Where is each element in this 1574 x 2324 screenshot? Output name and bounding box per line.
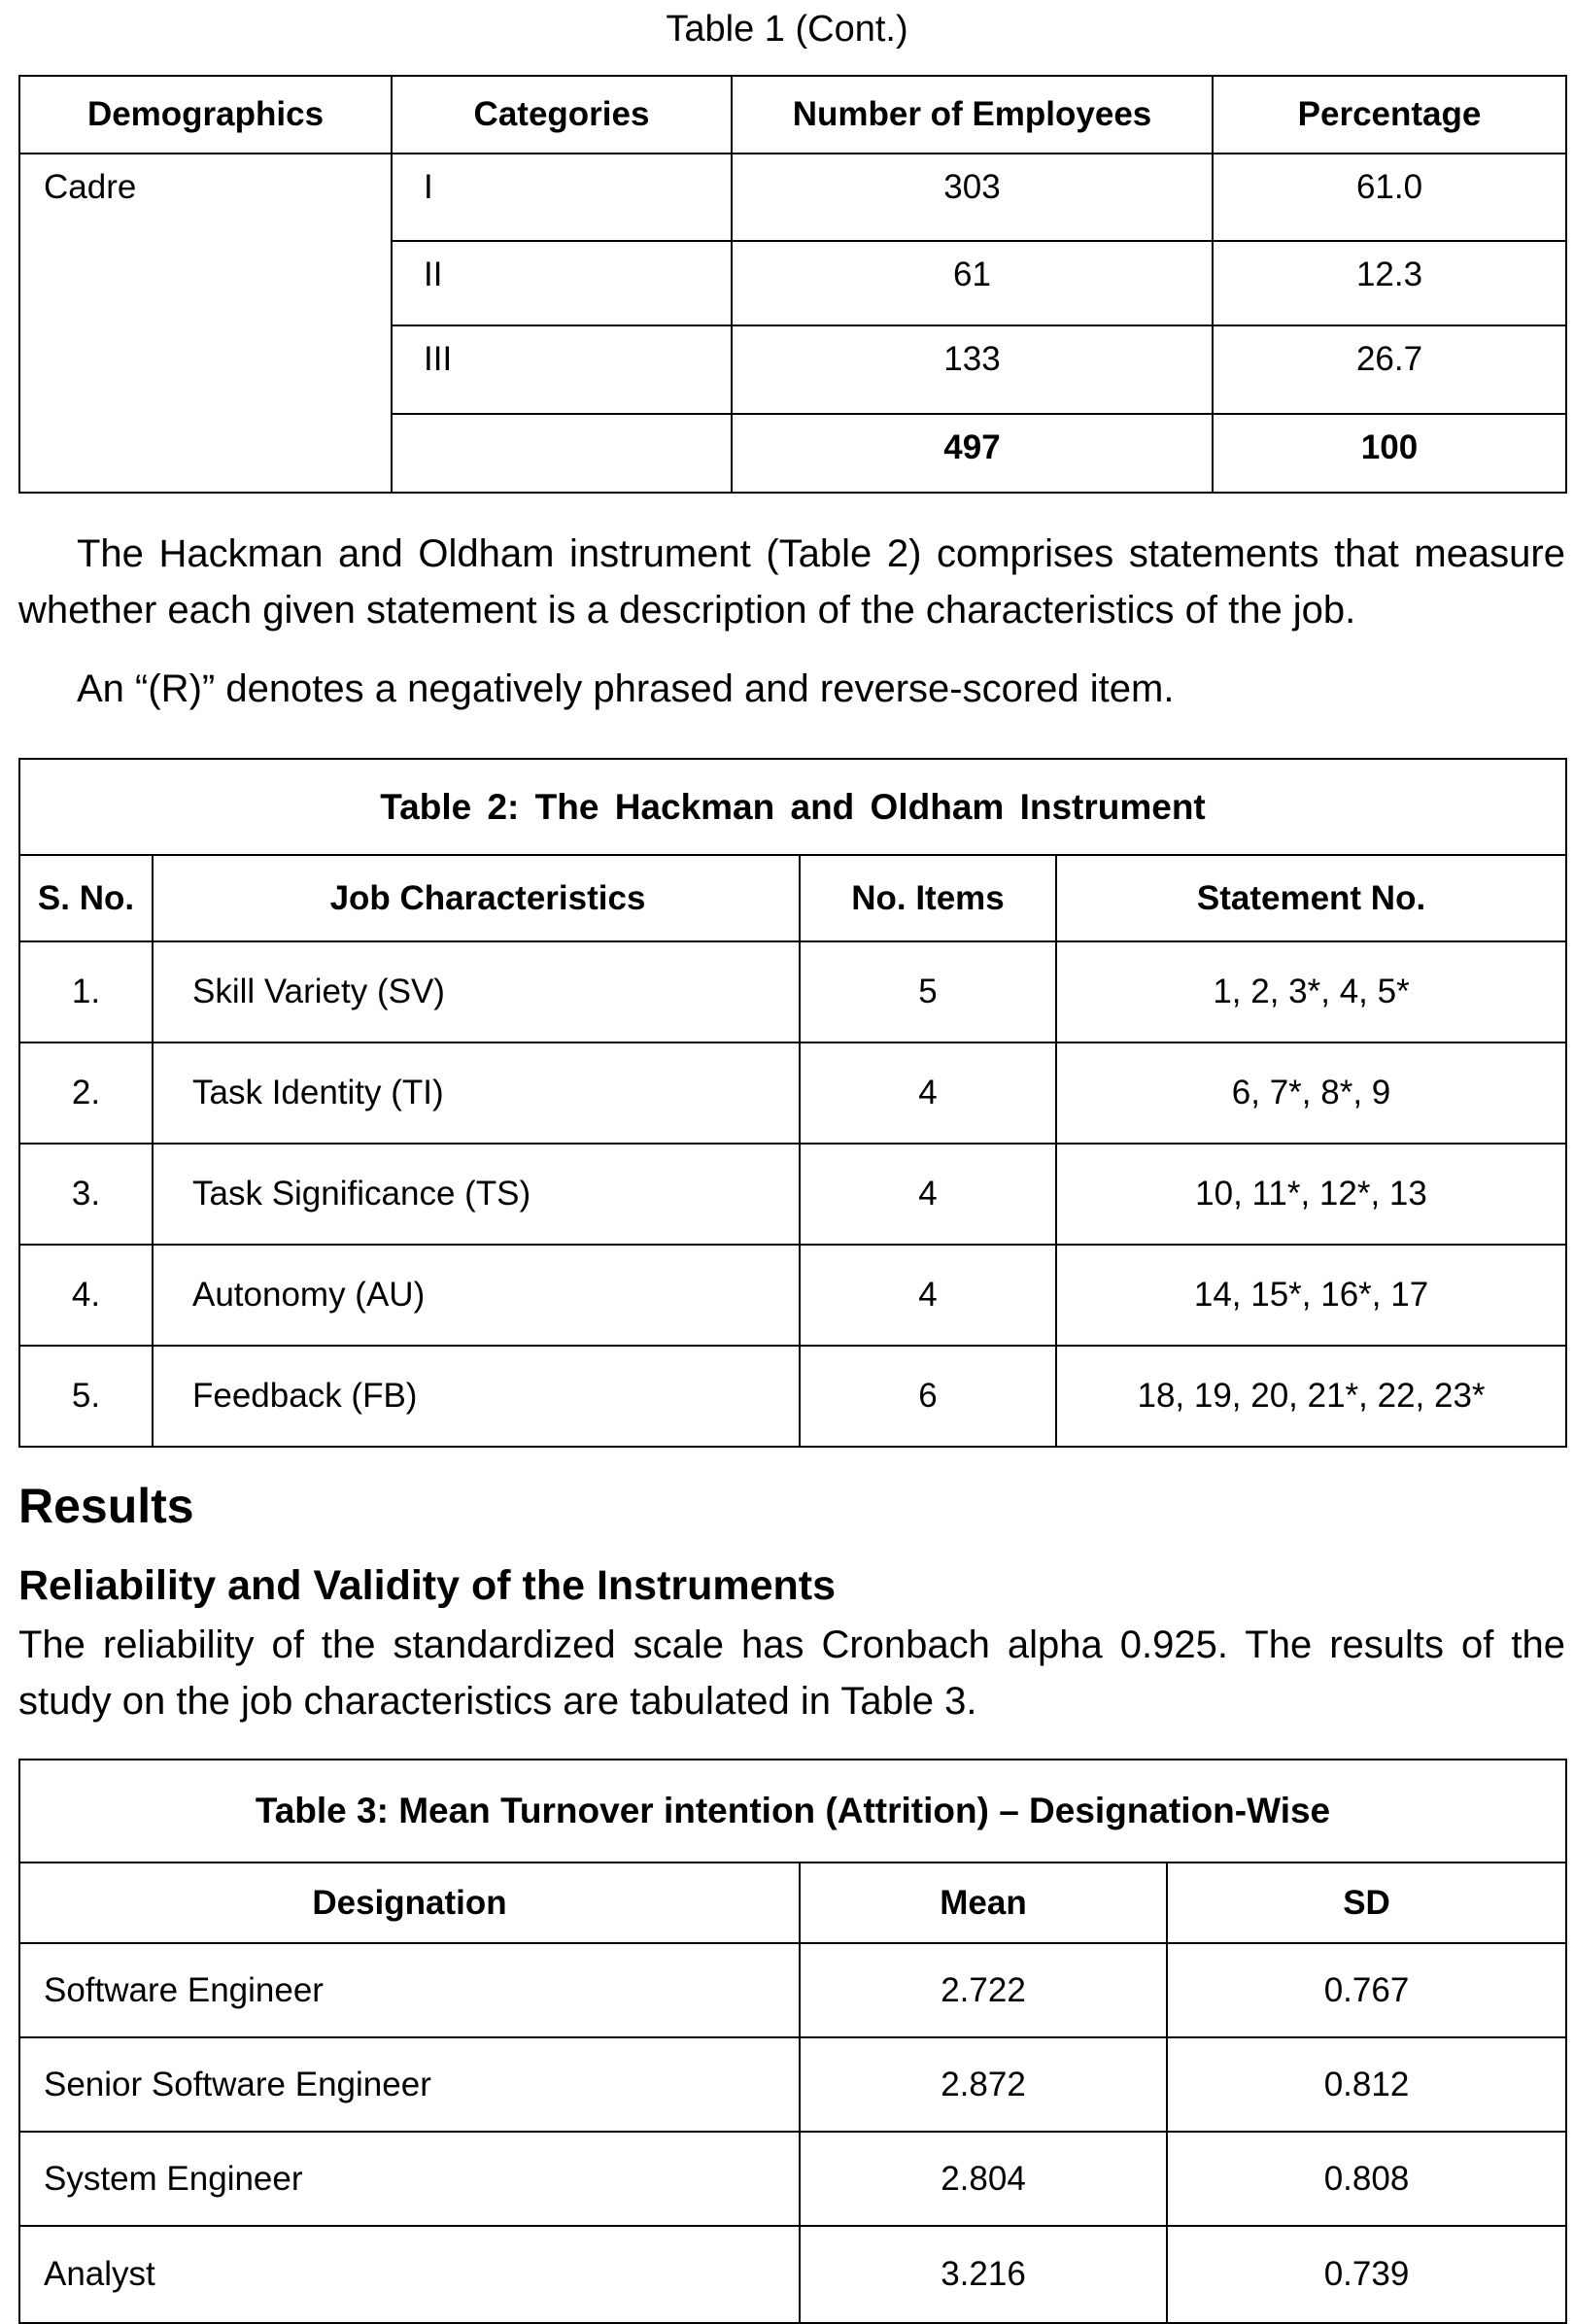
results-paragraph-line2: study on the job characteristics are tabulated in Table 3. [18, 1680, 977, 1723]
sno-cell: 1. [19, 941, 153, 1042]
header-sno: S. No. [19, 855, 153, 941]
table3-turnover-intention [18, 1759, 1567, 2324]
sd-cell: 0.808 [1167, 2132, 1566, 2226]
statements-cell: 1, 2, 3*, 4, 5* [1056, 941, 1566, 1042]
total-employees-cell: 497 [732, 414, 1213, 493]
results-paragraph-cont [18, 1673, 1565, 1729]
items-cell: 4 [800, 1042, 1056, 1144]
characteristic-cell: Skill Variety (SV) [153, 941, 800, 1042]
table3-header-row [19, 1863, 1566, 1943]
header-percentage: Percentage [1213, 76, 1566, 154]
header-mean: Mean [800, 1863, 1167, 1943]
table-row [19, 1042, 1566, 1144]
category-cell: I [392, 154, 732, 241]
results-paragraph-line1: The reliability of the standardized scale has Cronbach alpha 0.925. The results of the [18, 1623, 1565, 1666]
intro-paragraph-cont [18, 582, 1565, 638]
items-cell: 4 [800, 1144, 1056, 1245]
table3-title: Table 3: Mean Turnover intention (Attrition) – Designation-Wise [19, 1760, 1566, 1863]
characteristic-cell: Task Significance (TS) [153, 1144, 800, 1245]
sno-cell: 5. [19, 1346, 153, 1447]
table3-title-row [19, 1760, 1566, 1863]
intro-paragraph-line1: The Hackman and Oldham instrument (Table 2) comprises statements that measure [77, 532, 1565, 575]
sno-cell: 4. [19, 1245, 153, 1346]
table-row [19, 2037, 1566, 2132]
items-cell: 5 [800, 941, 1056, 1042]
header-demographics: Demographics [19, 76, 392, 154]
results-paragraph [18, 1617, 1565, 1673]
header-number-of-employees: Number of Employees [732, 76, 1213, 154]
table1-header-row [19, 76, 1566, 154]
header-no-items: No. Items [800, 855, 1056, 941]
table2-header-row [19, 855, 1566, 941]
category-cell: II [392, 241, 732, 325]
table-row [19, 2132, 1566, 2226]
header-job-characteristics: Job Characteristics [153, 855, 800, 941]
characteristic-cell: Feedback (FB) [153, 1346, 800, 1447]
sno-cell: 3. [19, 1144, 153, 1245]
mean-cell: 3.216 [800, 2226, 1167, 2323]
designation-cell: System Engineer [19, 2132, 800, 2226]
items-cell: 4 [800, 1245, 1056, 1346]
header-statement-no: Statement No. [1056, 855, 1566, 941]
mean-cell: 2.722 [800, 1943, 1167, 2037]
employees-cell: 133 [732, 325, 1213, 414]
designation-cell: Senior Software Engineer [19, 2037, 800, 2132]
table-row [19, 1144, 1566, 1245]
table2-title-row [19, 759, 1566, 855]
intro-paragraph-line2: whether each given statement is a description of the characteristics of the job. [18, 589, 1356, 632]
table-row [19, 941, 1566, 1042]
table-row [19, 2226, 1566, 2323]
percentage-cell: 12.3 [1213, 241, 1566, 325]
table1-demographics [18, 75, 1567, 494]
table-row [19, 1245, 1566, 1346]
table-row [19, 154, 1566, 241]
mean-cell: 2.872 [800, 2037, 1167, 2132]
sd-cell: 0.767 [1167, 1943, 1566, 2037]
statements-cell: 10, 11*, 12*, 13 [1056, 1144, 1566, 1245]
characteristic-cell: Autonomy (AU) [153, 1245, 800, 1346]
designation-cell: Analyst [19, 2226, 800, 2323]
table2-title: Table 2: The Hackman and Oldham Instrument [19, 759, 1566, 855]
total-percentage-cell: 100 [1213, 414, 1566, 493]
table-row [19, 1346, 1566, 1447]
header-categories: Categories [392, 76, 732, 154]
statements-cell: 14, 15*, 16*, 17 [1056, 1245, 1566, 1346]
results-heading: Results [18, 1479, 194, 1533]
total-category-cell [392, 414, 732, 493]
reliability-subheading: Reliability and Validity of the Instruments [18, 1562, 837, 1609]
table1-caption: Table 1 (Cont.) [666, 9, 908, 50]
characteristic-cell: Task Identity (TI) [153, 1042, 800, 1144]
reverse-score-note: An “(R)” denotes a negatively phrased and reverse-scored item. [77, 667, 1175, 710]
sno-cell: 2. [19, 1042, 153, 1144]
employees-cell: 303 [732, 154, 1213, 241]
statements-cell: 6, 7*, 8*, 9 [1056, 1042, 1566, 1144]
designation-cell: Software Engineer [19, 1943, 800, 2037]
items-cell: 6 [800, 1346, 1056, 1447]
table-row [19, 1943, 1566, 2037]
header-designation: Designation [19, 1863, 800, 1943]
group-label-cadre: Cadre [19, 154, 392, 493]
sd-cell: 0.812 [1167, 2037, 1566, 2132]
category-cell: III [392, 325, 732, 414]
employees-cell: 61 [732, 241, 1213, 325]
percentage-cell: 26.7 [1213, 325, 1566, 414]
mean-cell: 2.804 [800, 2132, 1167, 2226]
table2-hackman-oldham [18, 758, 1567, 1448]
statements-cell: 18, 19, 20, 21*, 22, 23* [1056, 1346, 1566, 1447]
sd-cell: 0.739 [1167, 2226, 1566, 2323]
header-sd: SD [1167, 1863, 1566, 1943]
percentage-cell: 61.0 [1213, 154, 1566, 241]
intro-paragraph [18, 526, 1565, 582]
